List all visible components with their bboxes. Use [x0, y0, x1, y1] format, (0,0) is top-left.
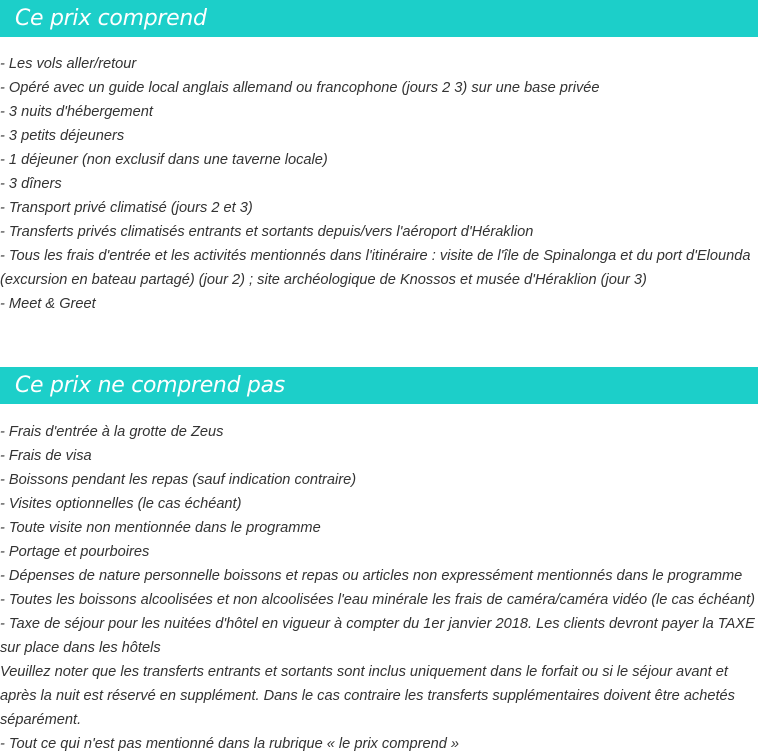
list-item: - Toute visite non mentionnée dans le programme [0, 520, 321, 536]
list-item: - Frais de visa [0, 448, 92, 464]
list-item: - Visites optionnelles (le cas échéant) [0, 496, 242, 512]
list-item: - Taxe de séjour pour les nuitées d'hôtel en vigueur à compter du 1er janvier 2018. Les clients devront payer la TAXE sur place dans les hôtels [0, 616, 755, 656]
list-item: Veuillez noter que les transferts entrants et sortants sont inclus uniquement dans le forfait ou si le séjour avant et après la nuit est réservé en supplément. Dans le cas contraire les transferts supplémentaires doivent être achetés séparément. [0, 664, 735, 728]
list-item: - Boissons pendant les repas (sauf indication contraire) [0, 472, 357, 488]
includes-section-header [0, 0, 758, 37]
list-item: - 3 dîners [0, 176, 62, 192]
list-item: - Meet & Greet [0, 296, 96, 312]
list-item: - 3 petits déjeuners [0, 128, 125, 144]
list-item: - Tout ce qui n'est pas mentionné dans la rubrique « le prix comprend » [0, 736, 459, 752]
excludes-section-title: Ce prix ne comprend pas [15, 373, 285, 398]
list-item: - Frais d'entrée à la grotte de Zeus [0, 424, 224, 440]
list-item: - Toutes les boissons alcoolisées et non alcoolisées l'eau minérale les frais de caméra/caméra vidéo (le cas échéant) [0, 592, 756, 608]
excludes-list [0, 420, 758, 756]
list-item: - 1 déjeuner (non exclusif dans une taverne locale) [0, 152, 328, 168]
list-item: - Opéré avec un guide local anglais allemand ou francophone (jours 2 3) sur une base privée [0, 80, 600, 96]
list-item: - 3 nuits d'hébergement [0, 104, 153, 120]
list-item: - Transport privé climatisé (jours 2 et 3) [0, 200, 253, 216]
includes-section-title: Ce prix comprend [15, 6, 207, 31]
list-item: - Tous les frais d'entrée et les activités mentionnés dans l'itinéraire : visite de l'île de Spinalonga et du port d'Elounda (excursion en bateau partagé) (jour 2) ; site archéologique de Knossos et musée d'Héraklion (jour 3) [0, 248, 751, 288]
includes-list [0, 52, 758, 316]
list-item: - Portage et pourboires [0, 544, 150, 560]
excludes-section-header [0, 367, 758, 404]
list-item: - Les vols aller/retour [0, 56, 137, 72]
list-item: - Transferts privés climatisés entrants et sortants depuis/vers l'aéroport d'Héraklion [0, 224, 534, 240]
list-item: - Dépenses de nature personnelle boissons et repas ou articles non expressément mentionnés dans le programme [0, 568, 743, 584]
